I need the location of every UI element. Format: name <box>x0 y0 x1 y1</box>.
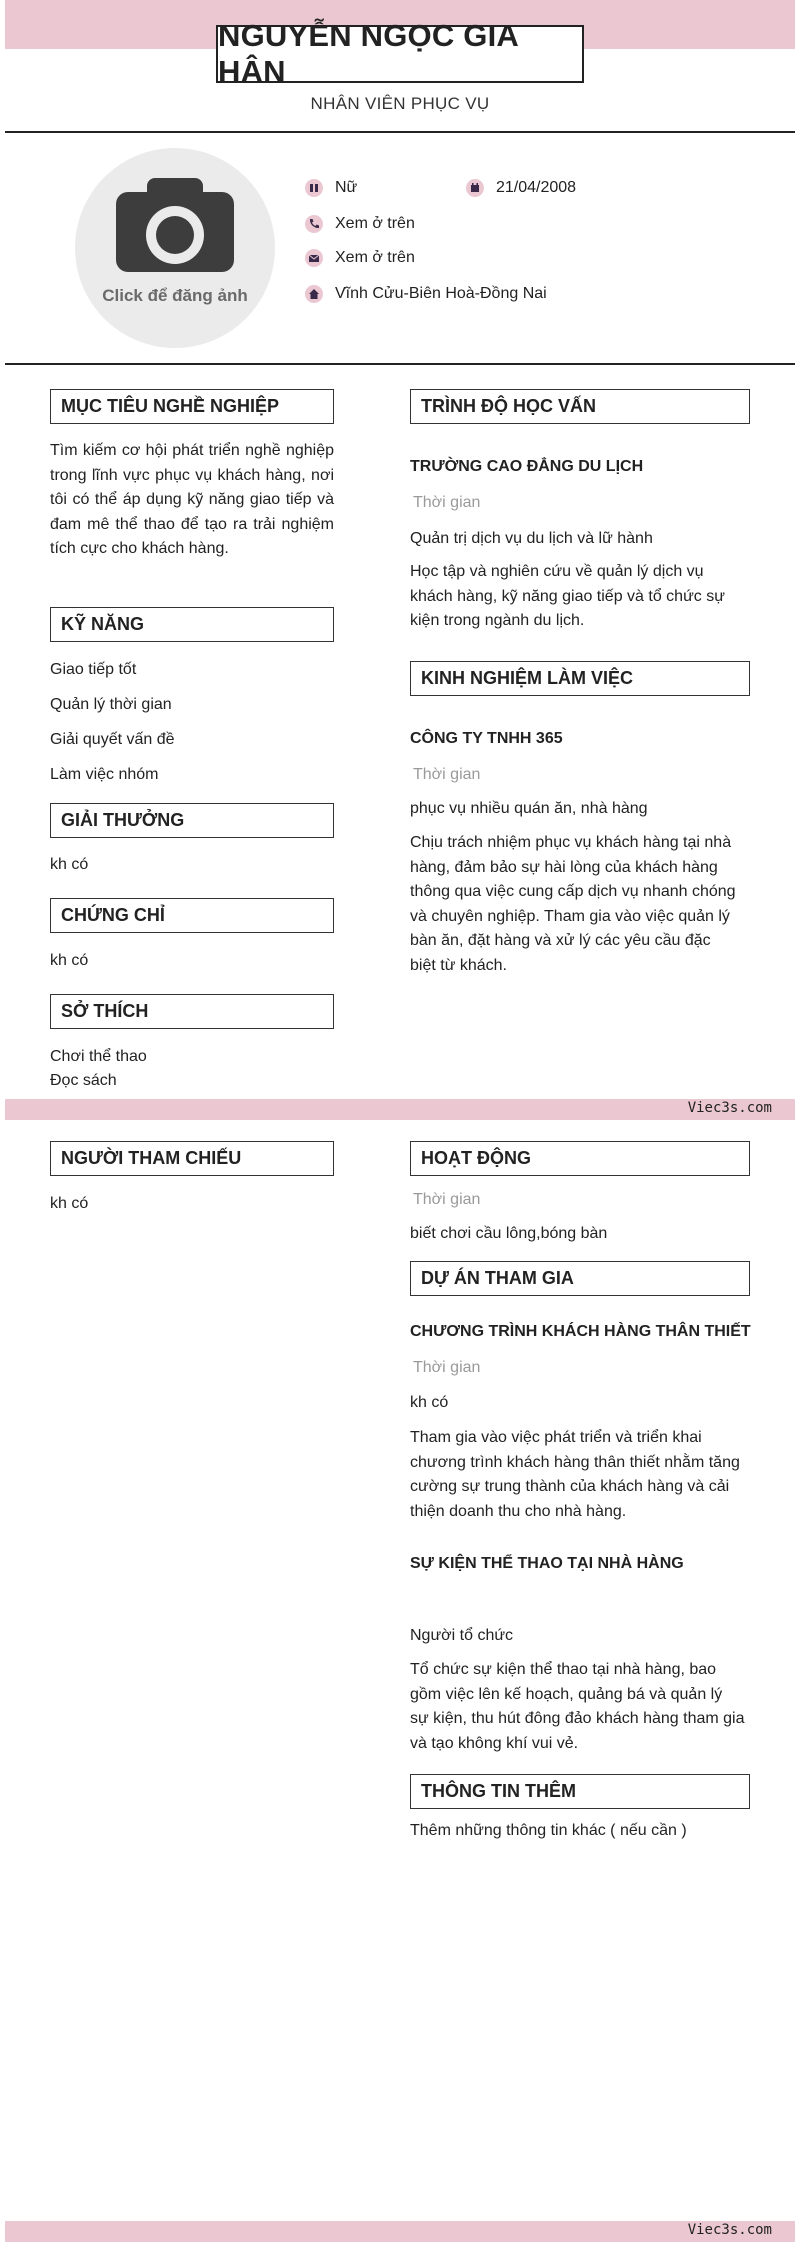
experience-company: CÔNG TY TNHH 365 <box>410 730 563 747</box>
address-row <box>305 285 547 303</box>
section-education-title: TRÌNH ĐỘ HỌC VẤN <box>410 389 750 424</box>
experience-time: Thời gian <box>413 766 481 783</box>
activities-text: biết chơi cầu lông,bóng bàn <box>410 1225 608 1242</box>
education-description: Học tập và nghiên cứu về quản lý dịch vụ khách hàng, kỹ năng giao tiếp và tổ chức sự kiện trong ngành du lịch. <box>410 563 725 629</box>
page-footer <box>5 2221 795 2242</box>
footer-brand: Viec3s.com <box>687 1100 772 1116</box>
avatar-caption: Click để đăng ảnh <box>102 286 248 305</box>
project-role: kh có <box>410 1394 449 1411</box>
footer-brand: Viec3s.com <box>687 2222 772 2238</box>
phone-row <box>305 215 415 233</box>
section-certificates-title: CHỨNG CHỈ <box>50 898 334 933</box>
gender-icon <box>305 179 323 197</box>
section-skills-title: KỸ NĂNG <box>50 607 334 642</box>
section-experience-title: KINH NGHIỆM LÀM VIỆC <box>410 661 750 696</box>
activities-time: Thời gian <box>413 1191 481 1208</box>
gender-row <box>305 179 357 197</box>
section-references-title: NGƯỜI THAM CHIẾU <box>50 1141 334 1176</box>
email-row <box>305 249 415 267</box>
skill-item: Giải quyết vấn đề <box>50 731 175 748</box>
project-name: CHƯƠNG TRÌNH KHÁCH HÀNG THÂN THIẾT <box>410 1323 751 1340</box>
project-name: SỰ KIỆN THỂ THAO TẠI NHÀ HÀNG <box>410 1555 684 1572</box>
objective-text: Tìm kiếm cơ hội phát triển nghề nghiệp trong lĩnh vực phục vụ khách hàng, nơi tôi có thể áp dụng kỹ năng giao tiếp và đam mê thể thao để tạo ra trải nghiệm tích cực cho khách hàng. <box>50 442 334 557</box>
hobby-item: Chơi thể thao <box>50 1048 147 1065</box>
section-activities-title: HOẠT ĐỘNG <box>410 1141 750 1176</box>
gender-value: Nữ <box>335 179 358 196</box>
phone-value: Xem ở trên <box>335 215 415 232</box>
section-additional-title: THÔNG TIN THÊM <box>410 1774 750 1809</box>
project-time: Thời gian <box>413 1359 481 1376</box>
email-value: Xem ở trên <box>335 249 415 266</box>
home-icon <box>305 285 323 303</box>
section-projects-title: DỰ ÁN THAM GIA <box>410 1261 750 1296</box>
experience-description: Chịu trách nhiệm phục vụ khách hàng tại nhà hàng, đảm bảo sự hài lòng của khách hàng thông qua việc cung cấp dịch vụ nhanh chóng và chuyên nghiệp. Tham gia vào việc quản lý bàn ăn, đặt hàng và xử lý các yêu cầu đặc biệt từ khách. <box>410 834 736 974</box>
page-footer <box>5 1099 795 1120</box>
education-major: Quản trị dịch vụ du lịch và lữ hành <box>410 530 653 547</box>
additional-text: Thêm những thông tin khác ( nếu cần ) <box>410 1822 687 1839</box>
section-awards-title: GIẢI THƯỞNG <box>50 803 334 838</box>
header-divider <box>5 131 795 133</box>
project-role: Người tổ chức <box>410 1627 514 1644</box>
skill-item: Quản lý thời gian <box>50 696 172 713</box>
email-icon <box>305 249 323 267</box>
references-text: kh có <box>50 1195 89 1212</box>
experience-position: phục vụ nhiều quán ăn, nhà hàng <box>410 800 648 817</box>
avatar-upload[interactable] <box>75 148 275 348</box>
skill-item: Làm việc nhóm <box>50 766 159 783</box>
birthday-row <box>466 179 576 197</box>
section-hobbies-title: SỞ THÍCH <box>50 994 334 1029</box>
awards-text: kh có <box>50 856 89 873</box>
project-description: Tổ chức sự kiện thể thao tại nhà hàng, bao gồm việc lên kế hoạch, quảng bá và quản lý sự kiện, thu hút đông đảo khách hàng tham gia và tạo không khí vui vẻ. <box>410 1661 745 1752</box>
birthday-value: 21/04/2008 <box>496 179 577 196</box>
profile-divider <box>5 363 795 365</box>
hobby-item: Đọc sách <box>50 1072 117 1089</box>
certificates-text: kh có <box>50 952 89 969</box>
phone-icon <box>305 215 323 233</box>
section-objective-title: MỤC TIÊU NGHỀ NGHIỆP <box>50 389 334 424</box>
skill-item: Giao tiếp tốt <box>50 661 137 678</box>
calendar-icon <box>466 179 484 197</box>
address-value: Vĩnh Cửu-Biên Hoà-Đồng Nai <box>335 285 547 302</box>
project-description: Tham gia vào việc phát triển và triển khai chương trình khách hàng thân thiết nhằm tăng cường sự trung thành của khách hàng và cải thiện doanh thu cho nhà hàng. <box>410 1429 740 1520</box>
education-time: Thời gian <box>413 494 481 511</box>
education-school: TRƯỜNG CAO ĐẲNG DU LỊCH <box>410 458 644 475</box>
job-title: NHÂN VIÊN PHỤC VỤ <box>310 94 490 113</box>
full-name: NGUYỄN NGỌC GIA HÂN <box>216 25 584 83</box>
